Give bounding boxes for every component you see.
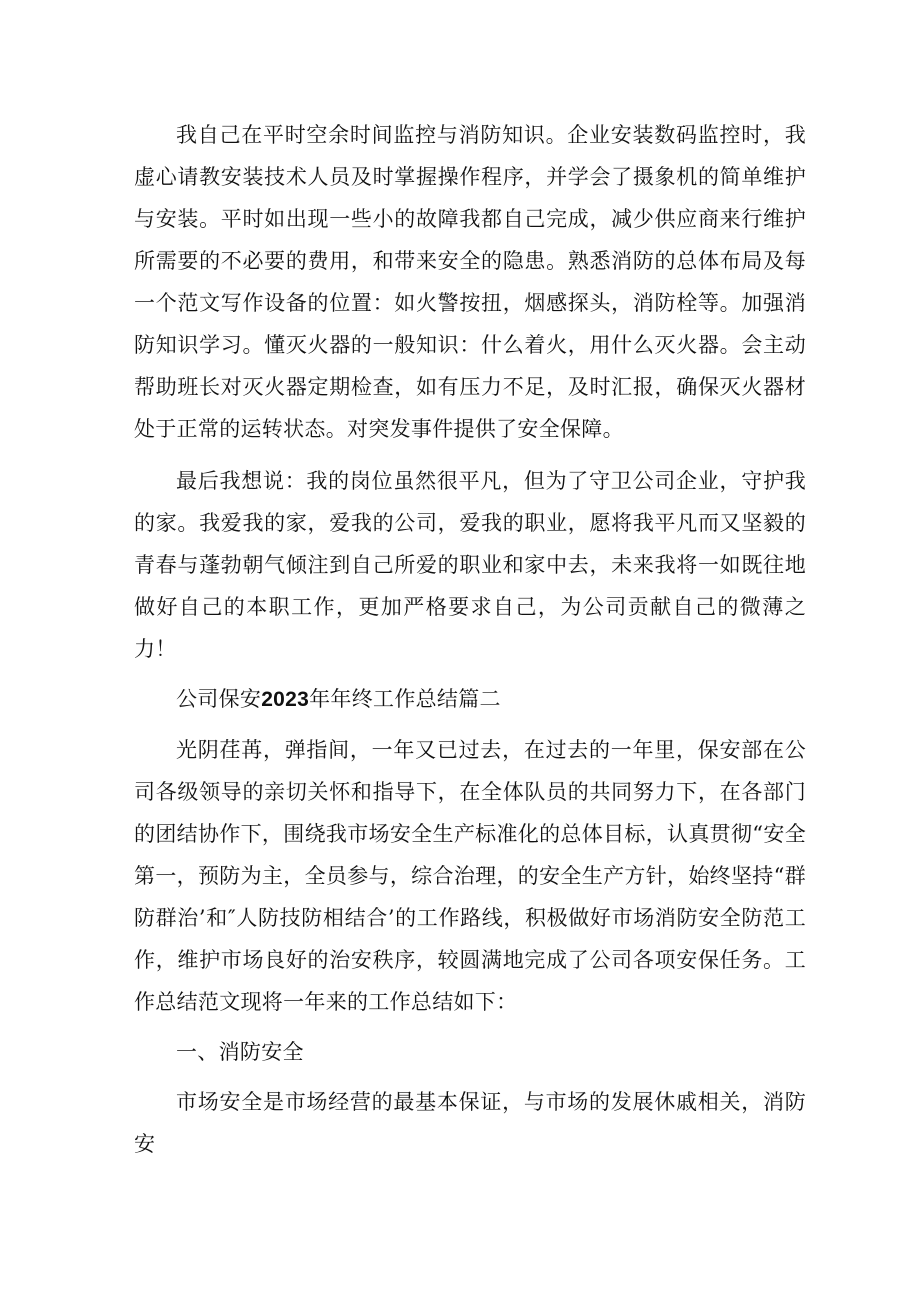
section-title-year: 2023 [261, 688, 310, 711]
section-title-prefix: 公司保安 [176, 687, 262, 711]
section-title-suffix: 年年终工作总结篇二 [309, 687, 501, 711]
paragraph-closing-remarks: 最后我想说：我的岗位虽然很平凡，但为了守卫公司企业，守护我的家。我爱我的家，爱我的公司，爱我的职业，愿将我平凡而又坚毅的青春与蓬勃朝气倾注到自己所爱的职业和家中去，未来我将一如既往地做好自己的本职工作，更加严格要求自己，为公司贡献自己的微薄之力！ [134, 469, 806, 661]
paragraph-market-safety: 市场安全是市场经营的最基本保证，与市场的发展休戚相关，消防安 [134, 1090, 806, 1156]
paragraph-monitoring-fire-knowledge: 我自己在平时空余时间监控与消防知识。企业安装数码监控时，我虚心请教安装技术人员及时掌握操作程序，并学会了摄象机的简单维护与安装。平时如出现一些小的故障我都自己完成，减少供应商来行维护所需要的不必要的费用，和带来安全的隐患。熟悉消防的总体布局及每一个范文写作设备的位置：如火警按扭，烟感探头，消防栓等。加强消防知识学习。懂灭火器的一般知识：什么着火，用什么灭火器。会主动帮助班长对灭火器定期检查，如有压力不足，及时汇报，确保灭火器材处于正常的运转状态。对突发事件提供了安全保障。 [134, 123, 806, 441]
subheading-fire-safety: 一、消防安全 [176, 1040, 304, 1064]
document-body [134, 114, 806, 1165]
section-title [134, 678, 806, 721]
paragraph-intro: 光阴荏苒，弹指间，一年又已过去，在过去的一年里，保安部在公司各级领导的亲切关怀和指导下，在全体队员的共同努力下，在各部门的团结协作下，围绕我市场安全生产标准化的总体目标，认真贯彻“安全第一，预防为主，全员参与，综合治理，的安全生产方针，始终坚持“群防群治’和″人防技防相结合’的工作路线，积极做好市场消防安全防范工作，维护市场良好的治安秩序，较圆满地完成了公司各项安保任务。工作总结范文现将一年来的工作总结如下： [134, 738, 806, 1014]
